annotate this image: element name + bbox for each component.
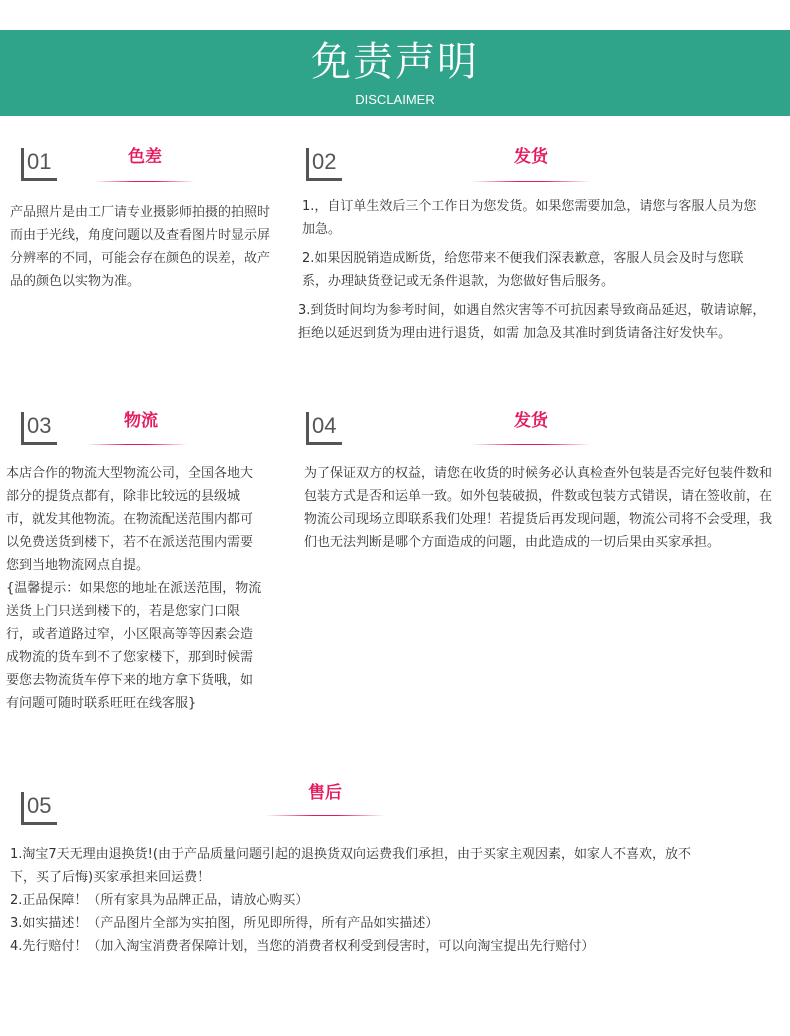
- paragraph: 3.如实描述！（产品图片全部为实拍图，所见即所得，所有产品如实描述）: [10, 916, 439, 931]
- page-title: 免责声明: [311, 39, 479, 85]
- section-divider: [86, 444, 188, 445]
- section-body-logistics: [6, 462, 262, 715]
- section-divider: [265, 815, 385, 816]
- section-body-color-difference: [10, 201, 270, 293]
- section-title-shipping: 发货: [514, 147, 548, 167]
- paragraph: 1.，自订单生效后三个工作日为您发货。如果您需要加急，请您与客服人员为您加急。: [302, 199, 757, 237]
- paragraph: 2.如果因脱销造成断货，给您带来不便我们深表歉意，客服人员会及时与您联系，办理缺货登记或无条件退款，为您做好售后服务。: [302, 251, 744, 289]
- section-number-04: 04: [306, 412, 342, 445]
- section-divider: [95, 181, 195, 182]
- paragraph: 4.先行赔付！（加入淘宝消费者保障计划，当您的消费者权利受到侵害时，可以向淘宝提出先行赔付）: [10, 939, 595, 954]
- paragraph: 3.到货时间均为参考时间，如遇自然灾害等不可抗因素导致商品延迟，敬请谅解，拒绝以延迟到货为理由进行退货，如需 加急及其准时到货请备注好发快车。: [298, 303, 766, 341]
- section-body-shipping: [298, 195, 768, 345]
- section-title-shipping-inspection: 发货: [514, 411, 548, 431]
- section-number-03: 03: [21, 412, 57, 445]
- section-body-shipping-inspection: [304, 462, 772, 554]
- section-divider: [471, 181, 591, 182]
- paragraph: 2.正品保障！（所有家具为品牌正品，请放心购买）: [10, 893, 309, 908]
- page-subtitle: DISCLAIMER: [355, 92, 435, 107]
- section-number-01: 01: [21, 148, 57, 181]
- section-title-color-difference: 色差: [128, 147, 162, 167]
- section-divider: [471, 444, 591, 445]
- paragraph: 为了保证双方的权益，请您在收货的时候务必认真检查外包装是否完好包装件数和包装方式是否和运单一致。如外包装破损，件数或包装方式错误，请在签收前，在物流公司现场立即联系我们处理！若提货后再发现问题，物流公司将不会受理，我们也无法判断是哪个方面造成的问题，由此造成的一切后果由买家承担。: [304, 466, 773, 550]
- section-number-05: 05: [21, 792, 57, 825]
- paragraph: {温馨提示：如果您的地址在派送范围，物流送货上门只送到楼下的，若是您家门口限行，或者道路过窄，小区限高等等因素会造成物流的货车到不了您家楼下，那到时候需要您去物流货车停下来的地方拿下货哦，如有问题可随时联系旺旺在线客服}: [6, 581, 262, 711]
- section-title-after-sales: 售后: [308, 783, 342, 803]
- paragraph: 本店合作的物流大型物流公司，全国各地大部分的提货点都有，除非比较远的县级城市，就发其他物流。在物流配送范围内都可以免费送货到楼下，若不在派送范围内需要您到当地物流网点自提。: [6, 466, 254, 573]
- paragraph: 1.淘宝7天无理由退换货!(由于产品质量问题引起的退换货双向运费我们承担，由于买家主观因素，如家人不喜欢，放不下，买了后悔)买家承担来回运费！: [10, 847, 691, 885]
- section-number-02: 02: [306, 148, 342, 181]
- section-title-logistics: 物流: [124, 411, 158, 431]
- section-body-after-sales: [10, 843, 710, 958]
- paragraph: 产品照片是由工厂请专业摄影师拍摄的拍照时而由于光线，角度问题以及查看图片时显示屏分辨率的不同，可能会存在颜色的误差，故产品的颜色以实物为准。: [10, 205, 271, 289]
